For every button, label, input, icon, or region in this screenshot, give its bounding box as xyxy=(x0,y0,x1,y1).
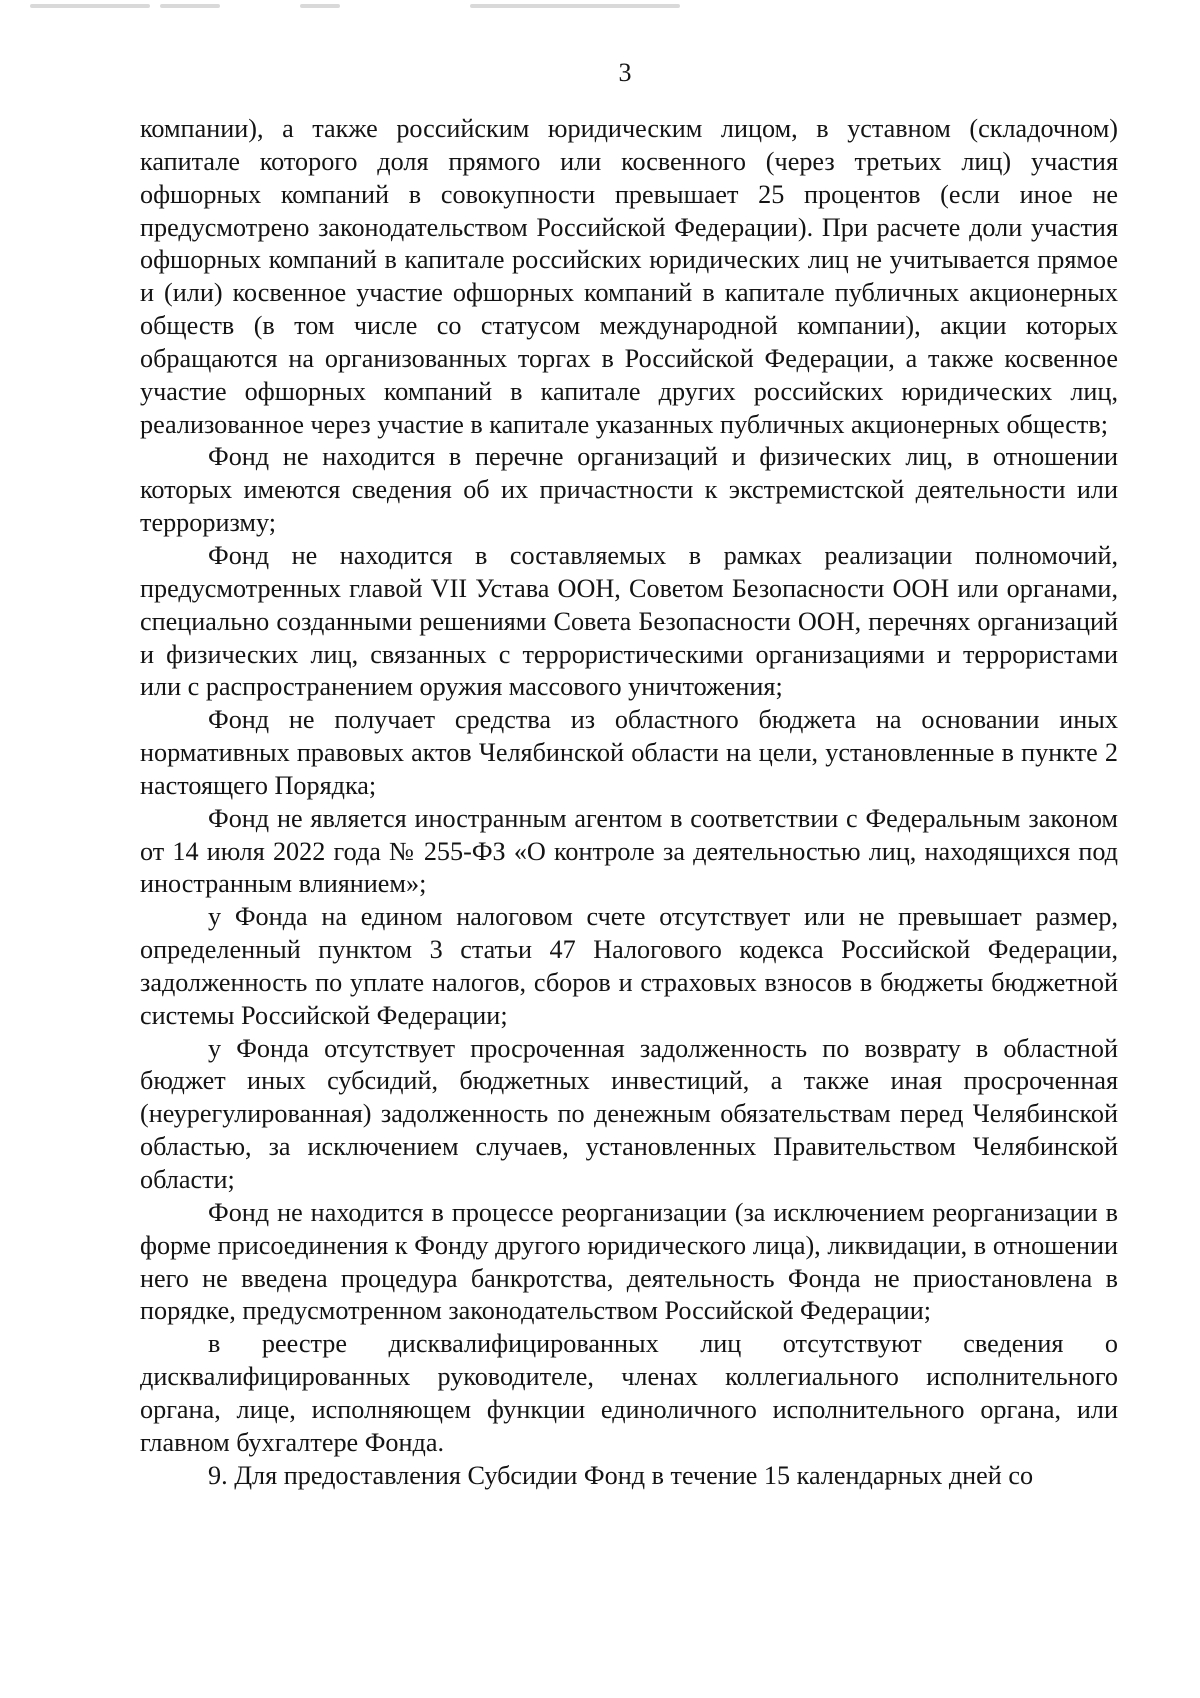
document-body xyxy=(140,113,1118,1492)
scan-edge-artifact xyxy=(0,0,1200,14)
paragraph-offshore-participation: компании), а также российским юридическим лицом, в уставном (складочном) капитале которого доля прямого или косвенного (через третьих лиц) участия офшорных компаний в совокупности превышает 25 процентов (если иное не предусмотрено законодательством Российской Федерации). При расчете доли участия офшорных компаний в капитале российских юридических лиц не учитывается прямое и (или) косвенное участие офшорных компаний в капитале публичных акционерных обществ (в том числе со статусом международной компании), акции которых обращаются на организованных торгах в Российской Федерации, а также косвенное участие офшорных компаний в капитале других российских юридических лиц, реализованное через участие в капитале указанных публичных акционерных обществ; xyxy=(140,114,1118,439)
paragraph-section-9: 9. Для предоставления Субсидии Фонд в течение 15 календарных дней со xyxy=(208,1460,1034,1490)
paragraph-tax-debt: у Фонда на едином налоговом счете отсутствует или не превышает размер, определенный пунктом 3 статьи 47 Налогового кодекса Российской Федерации, задолженность по уплате налогов, сборов и страховых взносов в бюджеты бюджетной системы Российской Федерации; xyxy=(140,902,1118,1030)
paragraph-reorganization: Фонд не находится в процессе реорганизации (за исключением реорганизации в форме присоединения к Фонду другого юридического лица), ликвидации, в отношении него не введена процедура банкротства, деятельность Фонда не приостановлена в порядке, предусмотренном законодательством Российской Федерации; xyxy=(140,1197,1118,1326)
page-number: 3 xyxy=(618,58,632,87)
paragraph-disqualified-persons: в реестре дисквалифицированных лиц отсутствуют сведения о дисквалифицированных руководителе, членах коллегиального исполнительного органа, лице, исполняющем функции единоличного исполнительного органа, или главном бухгалтере Фонда. xyxy=(140,1329,1118,1457)
paragraph-overdue-debt: у Фонда отсутствует просроченная задолженность по возврату в областной бюджет иных субсидий, бюджетных инвестиций, а также иная просроченная (неурегулированная) задолженность по денежным обязательствам перед Челябинской областью, за исключением случаев, установленных Правительством Челябинской области; xyxy=(140,1033,1118,1194)
paragraph-un-sanctions-list: Фонд не находится в составляемых в рамках реализации полномочий, предусмотренных главой VII Устава ООН, Советом Безопасности ООН или органами, специально созданными решениями Совета Безопасности ООН, перечнях организаций и физических лиц, связанных с террористическими организациями и террористами или с распространением оружия массового уничтожения; xyxy=(140,540,1118,702)
paragraph-other-budget-funds: Фонд не получает средства из областного бюджета на основании иных нормативных правовых актов Челябинской области на цели, установленные в пункте 2 настоящего Порядка; xyxy=(140,705,1118,800)
paragraph-foreign-agent: Фонд не является иностранным агентом в соответствии с Федеральным законом от 14 июля 2022 года № 255-ФЗ «О контроле за деятельностью лиц, находящихся под иностранным влиянием»; xyxy=(140,803,1118,899)
paragraph-extremism-list: Фонд не находится в перечне организаций и физических лиц, в отношении которых имеются сведения об их причастности к экстремистской деятельности или терроризму; xyxy=(140,442,1118,538)
